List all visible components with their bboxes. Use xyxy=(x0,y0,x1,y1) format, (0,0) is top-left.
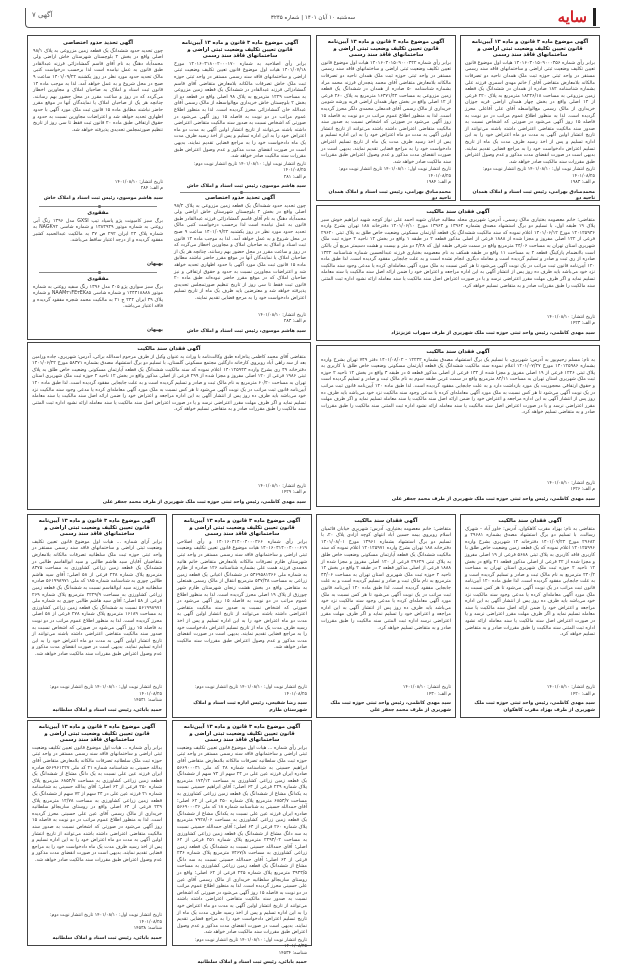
notice-reference: م الف: ۱۴۲۰ xyxy=(570,691,595,697)
notice-title: آگهی فقدان سند مالکیت xyxy=(426,349,490,355)
notice-signature: بهبهان xyxy=(147,327,163,333)
divider xyxy=(39,206,157,207)
notice-body: به نام: مسلم رحیم‌پور به آدرس: شهریری، با تسلیم یک برگ استشهاد مصدق بشماره ۱۲۲۴۲ - ۱۴۰۱/۰۸/۰۲ دفتر ۷۴۹ تهران بشرح وارده بشماره ۱۴۰۱۲۵۹۸۶ مورخ ۱۴۰۱/۰۷/۲۷ اعلام نموده سند مالکیت ششدانگ یک قطعه آپارتمان مسکونی وضعیت خاص طلق با کاربری به پلاک ثبتی ۱۲۴۶ فرعی از ۱۹ اصلی مفروز و مجزا شده از ۱۳۴ فرعی از اصلی مذکور قطعه ۵ در طبقه ۳ واقع در بخش ۱۲ ناحیه ۲ حوزه ثبت ملک شهریری استان تهران به مساحت ۸۴/۱۱ مترمربع واقع در سمت غربی طبقه سوم به نام مالک ثبت و صادر و تسلیم گردیده است و حقوق ارتفاقی محجوریت یک مورد بازداشت دارد و به علت جابجایی مفقود گردیده است. لذا طبق ماده ۱۲۰ آیین‌نامه قانون ثبت مراتب در یک نوبت آگهی می‌شود تا هر کس نسبت به ملک مورد آگهی معامله‌ای کرده یا مدعی وجود سند مالکیت نزد خود می‌باشد باید ظرف ده روز پس از انتشار آگهی به این اداره مراجعه و اعتراض خود را ضمن ارائه اصل سند مالکیت یا سند معامله تسلیم نماید و اگر ظرف مهلت مقرر اعتراضی نرسد و یا در صورت اعتراض اصل سند مالکیت یا سند معامله ارائه نشود اداره ثبت المثنی سند مالکیت را طبق مقررات صادر و به متقاضی تسلیم خواهد کرد. xyxy=(321,357,596,416)
notice-reference: م الف: ۲۸۳ xyxy=(283,319,306,325)
notice-5 xyxy=(29,37,167,205)
notice-title: مفقودی xyxy=(87,210,109,216)
notice-publish-dates: تاریخ انتشار: ۱۴۰۱/۰۸/۱۰ xyxy=(257,483,306,489)
divider xyxy=(39,272,157,273)
notice-body: برگ سبز کامیونت پژو پاسپاد تیپ GXSI مدل ۱۳۹۶ رنگ آبی روغنی به شماره موتور ۱۳۸۳۹۳۹ و شماره شاسی NAGK۹۲ به شماره پلاک ۲۴ ایران ۲۹۲ ص ۳۷ به مالکیت عبدالحمید کشیر مفقود گردیده و از درجه اعتبار ساقط می‌باشد. xyxy=(33,218,164,244)
notice-body: چون تحدید حدود ششدانگ یک قطعه زمین مزروعی به پلاک ۹۸/۲ اصلی واقع در بخش ۲ بلوچستان شهرستان خاش اراضی ولی محمدآباد دهنگ به نام آقای قاسم گمشادزائی فرزند عبدالقادر طبق قانون به عمل نیامده است لذا برحسب درخواست کتبی مالک تحدید حدود مورد نظر در روز یکشنبه ۱۴۰۱/۰۹/۲۲ ساعت ۹ صبح در محل شروع و به عمل خواهد آمد. لذا به موجب ماده ۱۴ قانون ثبت اسناد و املاک به صاحبان املاک و مجاورین اخطار می‌گردد که در روز و ساعت مقرر در محل حضور بهم رسانند. چنانچه هر یک از صاحبان املاک یا نمایندگان آنها در موقع مقرر حاضر نباشند مطابق ماده ۱۵ قانون ثبت ملک مورد آگهی با حدود اظهاری تحدید خواهد شد و اعتراضات مجاورین نسبت به حدود و حقوق ارتفاقی و نیز صاحبان املاک که در موقع مقرر حاضر نبوده‌اند طبق ماده ۲۰ قانون ثبت فقط تا سی روز از تاریخ تنظیم صورتمجلس تحدیدی پذیرفته خواهد شد و معترضین باید ظرف یک ماه از تاریخ تسلیم اعتراض دادخواست خود را به مرجع قضایی تقدیم نمایند. xyxy=(174,203,306,301)
notice-body: متقاضی آقای محمد کاظمی پناه‌زاده طبق وکالت‌نامه با وراث به عنوان وکیل از طرف مرحوم اسدالله برائی، آدرس: شهریری، جاده ورامین بعد از سه راهی آباد روبروی کارخانه دارگلین مجتمع مسکونی گلستان، با تسلیم دو برگ استشهاد مصدق بشماره ۵۸۳۷۱ مورخ ۱۴۰۱/۰۶/۲۲ دفترخانه ۴۹ ری بشرح وارده ۱۴۰۱۲۵۹۴۳ اعلام نموده که سند مالکیت ششدانگ یک قطعه آپارتمان مسکونی وضعیت خاص طلق به پلاک ثبتی ۱۹۸۶ فرعی از ۱۲۰ اصلی مفروز و مجزا شده از ۲۹۹ فرعی از اصلی مذکور واقع در بخش ۱۲ ناحیه ۲ حوزه ثبت ملک شهریری استان تهران به مساحت ۶۰/۲۰ مترمربع به نام مالک ثبت و صادر و تسلیم گردیده است و به علت جابجایی مفقود گردیده است. لذا طبق ماده ۱۲۰ آیین‌نامه قانون ثبت مراتب در یک نوبت آگهی می‌شود تا هر کس نسبت به ملک مورد آگهی معامله‌ای کرده یا مدعی وجود سند مالکیت نزد خود می‌باشد باید ظرف ده روز پس از انتشار آگهی به این اداره مراجعه و اعتراض خود را ضمن ارائه اصل سند مالکیت یا سند معامله تسلیم نماید و اگر ظرف مهلت مقرر اعتراضی نرسد و یا در صورت اعتراض اصل سند مالکیت یا سند معامله ارائه نشود اداره ثبت المثنی سند مالکیت را طبق مقررات صادر و به متقاضی تسلیم خواهد کرد. xyxy=(32,354,307,413)
notice-title: آگهی موضوع ماده ۳ قانون و ماده ۱۳ آیین‌نامه قانون تعیین تکلیف وضعیت ثبتی اراضی و ساختمانهای فاقد سند رسمی xyxy=(38,724,156,744)
notice-publish-dates: تاریخ انتشار نوبت اول: ۱۴۰۱/۰۸/۱۰ تاریخ انتشار نوبت دوم: ۱۴۰۱/۰۸/۲۵ xyxy=(338,167,451,179)
notice-signature: سید مهدی کاظمی، رئیس واحد ثبتی حوزه ثبت ملک شهریری از طرف بهزاد مقرب کاهکوان xyxy=(474,701,595,713)
notice-reference: م الف: ۱۹۸۳ xyxy=(570,180,595,186)
notice-body: برابر رأی اصلاحیه به شماره ۱۴۰۱۶۰۳۱۸۰۰۲۰۰۰۱۷۰ مورخ ۱۴۰۱/۰۷/۱۸ هیات اول موضوع قانون تعیین تکلیف وضعیت ثبتی اراضی و ساختمانهای فاقد سند رسمی مستقر در واحد ثبتی حوزه ثبت ملک خاش تصرفات مالکانه بلامعارض متقاضی آقای قاسم گمشادزائی فرزند عبدالقادر در ششدانگ یک قطعه زمین مزروعی به مساحت ۱۲۲۹ مترمربع به پلاک ۹۸ اصلی واقع در قطعه دو از بخش ۲ بلوچستان خاش خریداری مع‌الواسطه از مالک رسمی آقای عبدالله خان گمشادزائی محرز گردیده است. لذا به منظور اطلاع عموم مراتب در دو نوبت به فاصله ۱۵ روز آگهی می‌شود در صورتی که اشخاص نسبت به صدور سند مالکیت متقاضی اعتراضی داشته باشند می‌توانند از تاریخ انتشار اولین آگهی به مدت دو ماه اعتراض خود را به این اداره تسلیم و پس از اخذ رسید ظرف مدت یک ماه دادخواست خود را به مراجع قضایی تقدیم نمایند. بدیهی است در صورت انقضای مدت مذکور و عدم وصول اعتراض طبق مقررات سند مالکیت صادر خواهد شد. xyxy=(174,61,306,160)
notice-10 xyxy=(316,345,600,507)
notice-signature: سید مهدی کاظمی، رئیس واحد ثبتی حوزه ثبت ملک شهریری از طرف سهراب عزیزنژاد xyxy=(391,330,595,336)
notice-body: برابر رأی شماره ... هیات اول موضوع قانون تعیین تکلیف وضعیت ثبتی اراضی و ساختمانهای فاقد سند رسمی مستقر در واحد ثبتی حوزه ثبت ملک سلطانیه تصرفات مالکانه بلامعارض متقاضی آقای یدالله حسینی به شناسنامه شماره ۲۱ کد ملی ۵۶۶۹۶۱۲۲۷ صادره ایران فرزند عین علی نسبت به یک دانگ مشاع از ششدانگ یک قطعه زمین زراعی کشاورزی به مساحت ۶۸۵۳/۷ مترمربع پلاک شماره ۲۵۰ فرعی از ۶۴ اصلی؛ آقای یدالله حسینی به شناسنامه شماره ۲۱ فرزند عین علی در ۲۴ سهم از ۷۲ سهم از ششدانگ یک قطعه زمین زراعی کشاورزی به مساحت ۱۲/۷۸ مترمربع پلاک ۲۲۹ فرعی از ۶۴ اصلی واقع در روستای ساریجالو سلطانیه خریداری از مالک رسمی آقای عین علی حسینی محرز گردیده است. لذا به منظور اطلاع عموم مراتب در دو نوبت به فاصله ۱۵ روز آگهی می‌شود در صورتی که اشخاص نسبت به صدور سند مالکیت متقاضی اعتراضی داشته باشند می‌توانند از تاریخ انتشار اولین آگهی به مدت دو ماه اعتراض خود را به این اداره تسلیم و پس از اخذ رسید ظرف مدت یک ماه دادخواست خود را به مراجع قضایی تقدیم نمایند. بدیهی است در صورت انقضای مدت مذکور و عدم وصول اعتراض طبق مقررات سند مالکیت صادر خواهد شد. xyxy=(32,745,163,863)
notice-publish-dates: تاریخ انتشار: ۱۴۰۱/۰۸/۱۰ xyxy=(546,314,595,320)
notice-publish-dates: تاریخ انتشار نوبت اول: ۱۴۰۱/۰۸/۱۰ تاریخ انتشار نوبت دوم: ۱۴۰۱/۰۸/۲۵ xyxy=(194,685,307,697)
notice-publish-dates: تاریخ انتشار: ۱۴۰۱/۰۸/۱۰ xyxy=(114,179,163,185)
notice-2 xyxy=(316,35,456,201)
notice-signature: محمدصادق بهرامی، رئیس ثبت اسناد و املاک همدان ناحیه دو xyxy=(472,189,595,201)
notice-title: آگهی موضوع ماده ۳ قانون و ماده ۱۳ آیین‌نامه قانون تعیین تکلیف وضعیت ثبتی اراضی و ساختمانهای فاقد سند رسمی xyxy=(181,40,299,60)
notice-title: آگهی فقدان سند مالکیت xyxy=(137,346,201,352)
notice-4 xyxy=(170,192,310,338)
notice-publish-dates: تاریخ انتشار نوبت اول: ۱۴۰۱/۰۸/۱۰ تاریخ انتشار نوبت دوم: ۱۴۰۱/۰۸/۲۵ xyxy=(49,913,162,925)
notice-body: متقاضی به نام: بهزاد مقرب کاهکوان، آدرس: خاور آباد - شهرک رسالت، با تسلیم دو برگ استشهاد مصدق بشماره ۲۹۶۸۱ و ۲۹۶۸۲ مورخ ۱۴۰۱/۰۷/۲۲ دفترخانه ۱۲ شهریری بشرح وارده ۱۴۰۱۲۵۹۹۶ اعلام نموده که یک قطعه زمین وضعیت خاص طلق با کاربری فاقد کاربری به پلاک ثبتی ۵۶۸۸ فرعی از ۱۹ اصلی مفروز و مجزا شده از ۲۲ فرعی از اصلی مذکور قطعه ۲۱ واقع در بخش ۱۲ ناحیه ۲ حوزه ثبت ملک شهریری استان تهران به مساحت ۲۴۰/۲ مترمربع به نام مالک ثبت و صادر و تسلیم گردیده است و به علت جابجایی مفقود گردیده است. لذا طبق ماده ۱۲۰ آیین‌نامه قانون ثبت مراتب در یک نوبت آگهی می‌شود تا هر کس نسبت به ملک مورد آگهی معامله‌ای کرده یا مدعی وجود سند مالکیت نزد خود می‌باشد باید ظرف ده روز پس از انتشار آگهی به این اداره مراجعه و اعتراض خود را ضمن ارائه اصل سند مالکیت یا سند معامله تسلیم نماید و اگر ظرف مهلت مقرر اعتراضی نرسد و یا در صورت اعتراض اصل سند مالکیت یا سند معامله ارائه نشود اداره ثبت المثنی سند مالکیت را طبق مقررات صادر و به متقاضی تسلیم خواهد کرد. xyxy=(465,526,596,638)
notice-publish-dates: تاریخ انتشار نوبت اول: ۱۴۰۱/۰۸/۱۰ تاریخ انتشار نوبت دوم: ۱۴۰۱/۰۸/۲۵ xyxy=(49,685,162,697)
newspaper-logo: سایه xyxy=(558,8,596,26)
notice-reference: شناسه: ۱۴۵۳۱ xyxy=(133,698,162,704)
page-header xyxy=(25,8,600,28)
notice-publish-dates: تاریخ انتشار: ۱۴۰۱/۰۸/۱۰ xyxy=(257,312,306,318)
notice-title: مفقودی xyxy=(87,276,109,282)
notice-body: متقاضی: خانم معصومه بختیاری، آدرس: شهریری خیابان قائمیان اسلام روبروی بیمه حسین آباد انتهای کوچه آزادی پلاک ۲۰، با تسلیم دو برگ استشهاد بشماره ۱۳۹۶۱ مورخ ۱۴۰۱/۰۸/۰۱ دفترخانه ۱۸۸ تهران بشرح وارده ۱۴۰۱۲۵۹۷۱ اعلام نموده که سند مالکیت ششدانگ یک قطعه آپارتمان مسکونی وضعیت خاص طلق به پلاک ثبتی ۲۹۶۲۹ فرعی از ۱۲۰ اصلی مفروز و مجزا شده از ۱۸۸۸ فرعی از اصلی مذکور قطعه ۲ در طبقه ۲ واقع در بخش ۱۲ ناحیه ۲ حوزه ثبت ملک شهریری استان تهران به مساحت ۴۴/۰۶ مترمربع به نام مالک ثبت و صادر و تسلیم گردیده است و به علت جابجایی مفقود گردیده است. لذا طبق ماده ۱۲۰ آیین‌نامه قانون ثبت مراتب در یک نوبت آگهی می‌شود تا هر کس نسبت به ملک مورد آگهی معامله‌ای کرده یا مدعی وجود سند مالکیت نزد خود می‌باشد باید ظرف ده روز پس از انتشار آگهی به این اداره مراجعه و اعتراض خود را تسلیم نماید و اگر ظرف مهلت مقرر اعتراضی نرسد اداره ثبت المثنی سند مالکیت را طبق مقررات صادر و به متقاضی تسلیم خواهد کرد. xyxy=(321,526,451,631)
notice-11 xyxy=(460,514,600,718)
notice-signature: حمید بابائی، رئیس ثبت اسناد و املاک سلطانیه xyxy=(52,935,162,941)
notice-12 xyxy=(316,514,456,718)
notice-6 xyxy=(29,207,167,271)
notice-title: آگهی تحدید حدود اختصاصی xyxy=(62,40,134,46)
notice-signature: سید مهدی کاظمی، رئیس واحد ثبتی حوزه ثبت ملک شهریری از طرف محمد جعفر علی xyxy=(391,496,595,502)
notice-14 xyxy=(27,514,167,718)
notice-signature: سید هاشم موسوی، رئیس ثبت اسناد و املاک خاش xyxy=(43,195,163,201)
notice-title: آگهی فقدان سند مالکیت xyxy=(426,209,490,215)
divider xyxy=(180,192,300,193)
notice-reference: م الف: ۲۸۴ xyxy=(140,186,163,192)
notice-reference: م الف: ۱۴۲۶ xyxy=(570,487,595,493)
notice-body: متقاضی: خانم معصومه بختیاری مالک رسمی، آدرس: شهریری محله مطالبه خیابان شهید احمد علی نواز کوچه شهید ابراهیم خوش سیر پلاک ۱۹ طبقه اول، با تسلیم دو برگ استشهاد مصدق بشماره ۱۳۹۶۲ و ۱۳۹۶۳ مورخ ۱۴۰۱/۰۶/۱۰ دفترخانه ۱۸۸ تهران بشرح وارده ۱۴۰۱۲۵۹۳۶ مورخ ۱۴۰۱/۰۶/۱۲ اعلام نموده که سند مالکیت ششدانگ یک قطعه آپارتمان مسکونی وضعیت خاص طلق به پلاک ثبتی ۲۹۶۲۰ فرعی از ۱۲۲ اصلی مفروز و مجزا شده از ۱۸۸۸ فرعی از اصلی مذکور قطعه ۲ در طبقه ۱ واقع در بخش ۱۲ ناحیه ۲ حوزه ثبت ملک شهریری استان تهران به مساحت ۴۴/۰۶ مترمربع واقع در سمت شرقی طبقه اول که ۲/۲۸ دو متر و بیست و هشت دسیمتر مربع آن بالکن است باانضمام پارکینگ قطعه ۲ به مساحت ۱۱ واقع در طبقه همکف به نام معصومه بختیاری فرزند عبدالحسین شماره شناسنامه ۱۳۳۲ صادره از ری ثبت و صادر و تسلیم گردیده است و معامله دیگری انجام نشده است و به علت جابجایی مفقود گردیده است. لذا طبق ماده ۱۲۰ آیین‌نامه قانون ثبت مراتب در یک نوبت آگهی می‌شود تا هر کس نسبت به ملک مورد آگهی معامله‌ای کرده یا مدعی وجود سند مالکیت نزد خود می‌باشد باید ظرف ده روز پس از انتشار آگهی به این اداره مراجعه و اعتراض خود را ضمن ارائه اصل سند مالکیت یا سند معامله تسلیم نماید و اگر ظرف مهلت مقرر اعتراضی نرسد و یا در صورت اعتراض اصل سند مالکیت یا سند معامله ارائه نشود اداره ثبت المثنی سند مالکیت را طبق مقررات صادر و به متقاضی تسلیم خواهد کرد. xyxy=(321,217,596,289)
notice-15 xyxy=(27,720,167,946)
notice-publish-dates: تاریخ انتشار: ۱۴۰۱/۰۸/۱۰ xyxy=(546,685,595,691)
notice-body: برابر رأی شماره ۱۴۰۱۶۰۳۰۱۵۰۹۰۰۰۳۵۶ هیات اول موضوع قانون تعیین تکلیف وضعیت ثبتی اراضی و ساختمانهای فاقد سند رسمی مستقر در واحد ثبتی حوزه ثبت ملک همدان ناحیه دو تصرفات مالکانه بلامعارض متقاضی آقای / خانم مهدی اسمری فرزند علی بشماره شناسنامه ۱۸۲ صادره از همدان در ششدانگ یک قطعه زمین مزروعی به مساحت ۱۸۲۳۶/۱۸ مترمربع به پلاک ۲۲۰ فرعی از ۱۲ اصلی واقع در بخش چهار همدان اراضی قریه جوزان خریداری از مالک رسمی مع‌الواسطه آقای علی آقاعلی محرز گردیده است. لذا به منظور اطلاع عموم مراتب در دو نوبت به فاصله ۱۵ روز آگهی می‌شود در صورتی که اشخاص نسبت به صدور سند مالکیت متقاضی اعتراضی داشته باشند می‌توانند از تاریخ انتشار اولین آگهی به مدت دو ماه اعتراض خود را به این اداره تسلیم و پس از اخذ رسید ظرف مدت یک ماه از تاریخ تسلیم اعتراض دادخواست خود را به مراجع قضایی تقدیم نمایند. بدیهی است در صورت انقضای مدت مذکور و عدم وصول اعتراض طبق مقررات سند مالکیت صادر خواهد شد. xyxy=(465,60,596,165)
notice-13 xyxy=(172,514,312,718)
notice-signature: سید مهدی کاظمی، رئیس واحد ثبتی حوزه ثبت ملک شهریری از طرف محمد جعفر علی xyxy=(330,701,451,713)
notice-publish-dates: تاریخ انتشار نوبت اول: ۱۴۰۱/۰۸/۱۰ تاریخ انتشار نوبت دوم: ۱۴۰۱/۰۸/۲۵ xyxy=(482,167,595,179)
notice-title: آگهی موضوع ماده ۳ قانون و ماده ۱۳ آیین‌نامه قانون تعیین تکلیف وضعیت ثبتی اراضی و ساختمانهای فاقد سند رسمی xyxy=(183,724,301,744)
notice-reference: م الف: ۱۴۲۹ xyxy=(281,490,306,496)
notice-signature: بهبهان xyxy=(147,261,163,267)
notice-title: آگهی تحدید حدود اختصاصی xyxy=(204,195,276,201)
notice-reference: م الف: ۱۴۳۰ xyxy=(426,691,451,697)
issue-date-number: سه‌شنبه ۱۰ آبان ۱۴۰۱ | شماره ۳۲۴۵ xyxy=(270,15,356,21)
section-label: آگهی ۷ xyxy=(32,11,53,19)
notice-publish-dates: تاریخ انتشار: ۱۴۰۱/۰۸/۱۰ xyxy=(402,685,451,691)
notice-reference: م الف: ۱۴۲۳ xyxy=(570,321,595,327)
notice-title: آگهی موضوع ماده ۳ قانون و ماده ۱۳ آیین‌نامه قانون تعیین تکلیف وضعیت ثبتی اراضی و ساختمانهای فاقد سند رسمی xyxy=(471,39,589,59)
notice-publish-dates: تاریخ انتشار: ۱۴۰۱/۰۸/۱۰ xyxy=(546,480,595,486)
notice-body: برابر رأی شماره ۱۴۰۱۶۰۳۱۴۰۰۴۰۰۰۳۶۶ و رأی اصلاحی ۱۴۰۱۶۰۳۱۴۰۰۴۰۰۰۶۱۹ هیات موضوع قانون تعیین تکلیف وضعیت ثبتی اراضی و ساختمانهای فاقد سند رسمی مستقر در واحد ثبتی شهرستان طارم تصرفات مالکانه بلامعارض متقاضی خانم هانیه محمدی فرزند همت علی بشماره شناسنامه ۱۲۶ صادره از طارم به شماره ملی ۵۳۶۹۵۸۱۳۶۶ در ششدانگ اعیانی یک قطعه زمین زراعی به مساحت ۵۴۷/۳۸ مترمربع انتقال از مالک رسمی همتعلی به متقاضی واقع در بخش هشت زنجان شهرستان طارم شهر چورزق از پلاک ۱۹ اصلی محرز گردیده است. لذا به منظور اطلاع عموم مراتب در دو نوبت به فاصله ۱۵ روز آگهی می‌شود در صورتی که اشخاص نسبت به صدور سند مالکیت متقاضی اعتراضی داشته باشند می‌توانند از تاریخ انتشار اولین آگهی به مدت دو ماه اعتراض خود را به این اداره تسلیم و پس از اخذ رسید ظرف مدت یک ماه از تاریخ تسلیم اعتراض دادخواست خود را به مراجع قضایی تقدیم نمایند. بدیهی است در صورت انقضای مدت مذکور و عدم وصول اعتراض طبق مقررات سند مالکیت صادر خواهد شد. xyxy=(177,539,308,651)
notice-title: آگهی فقدان سند مالکیت xyxy=(354,518,418,524)
notice-title: آگهی موضوع ماده ۳ قانون و ماده ۱۳ آیین‌نامه قانون تعیین تکلیف وضعیت ثبتی اراضی و ساختمانهای فاقد سند رسمی xyxy=(327,39,445,59)
notice-reference: م الف: ۱۹۸۴ xyxy=(426,180,451,186)
notice-reference: شناسه: ۱۴۵۳۴ xyxy=(278,950,307,956)
notice-publish-dates: تاریخ انتشار نوبت اول: ۱۴۰۱/۰۸/۱۰ تاریخ انتشار نوبت دوم: ۱۴۰۱/۰۸/۲۵ xyxy=(194,938,307,950)
notice-1 xyxy=(460,35,600,201)
notice-reference: شناسه: ۱۴۵۳۸ xyxy=(133,926,162,932)
notice-title: آگهی فقدان سند مالکیت xyxy=(498,518,562,524)
notice-16 xyxy=(172,720,312,966)
notice-signature: سید رضا شفیعی، رئیس اداره ثبت اسناد و املاک شهرستان طارم xyxy=(193,701,307,713)
notice-7 xyxy=(29,273,167,337)
notice-body: برگ سبز سواری پژو ۴۰۵ مدل ۱۳۹۶ رنگ سفید روغنی به شماره موتور ۱۲۴۳۱۸۸۸۸ و شماره شاسی NAAM۳۱FE۳EK۸۵ و شماره پلاک ۳۹ ایران ۲۴۴ ج ۲۱ به مالکیت محمد شجره مفقود گردیده و فاقد اعتبار می‌باشد. xyxy=(33,284,164,310)
notice-body: برابر رأی شماره ... هیات اول موضوع قانون تعیین تکلیف وضعیت ثبتی اراضی و ساختمانهای فاقد سند رسمی مستقر در واحد ثبتی حوزه ثبت ملک سلطانیه تصرفات مالکانه بلامعارض متقاضی آقای ابراهیم حسینی به شناسنامه شماره ۲۸ کد ملی ۵۶۶۹۰۰۰۳۱ صادره ایران فرزند عین علی در ۲۴ سهم از ۷۲ سهم از ششدانگ یک قطعه زمین زراعی کشاورزی به مساحت ۱۷۴/۱۴ مترمربع پلاک شماره ۲۲۹ فرعی از ۶۴ اصلی؛ آقای ابراهیم حسینی نسبت به یکدانگ مشاع از ششدانگ یک قطعه زمین زراعی کشاورزی به مساحت ۶۸۵۳/۷ مترمربع پلاک شماره ۲۵۰ فرعی از ۶۴ اصلی؛ آقای حمدالله حسینی به شناسنامه شماره ۱۸ کد ملی ۵۶۶۹۰۰۰۳۶ صادره ایران فرزند عین علی نسبت به یکدانگ مشاع از ششدانگ یک قطعه زمین زراعی کشاورزی به مساحت ۷۹۲۸/۰۶ مترمربع پلاک شماره ۲۶۰ فرعی از ۶۴ اصلی؛ آقای حمدالله حسینی نسبت به سه دانگ مشاع از ششدانگ یک قطعه زمین زراعی کشاورزی به مساحت ۲۴۹۳/۰۲ مترمربع پلاک شماره ۲۵۱ فرعی از ۶۴ اصلی؛ آقای حمدالله حسینی نسبت به ششدانگ یک قطعه زمین زراعی کشاورزی به مساحت ۷۴۶۷/۸ مترمربع پلاک شماره ۲۳۶ فرعی از ۶۴ اصلی؛ آقای حمدالله حسینی نسبت به سه دانگ مشاع از ششدانگ یک قطعه زمین زراعی کشاورزی به مساحت ۳۹۴۳/۵ مترمربع پلاک شماره ۲۴۵ فرعی از ۶۴ اصلی؛ واقع در روستای ساریجالو سلطانیه خریداری از مالک رسمی آقای عین علی حسینی محرز گردیده است. لذا به منظور اطلاع عموم مراتب در دو نوبت به فاصله ۱۵ روز آگهی می‌شود در صورتی که اشخاص نسبت به صدور سند مالکیت متقاضی اعتراضی داشته باشند می‌توانند از تاریخ انتشار اولین آگهی به مدت دو ماه اعتراض خود را به این اداره تسلیم و پس از اخذ رسید ظرف مدت یک ماه از تاریخ تسلیم اعتراض دادخواست خود را به مراجع قضایی تقدیم نمایند. بدیهی است در صورت انقضای مدت مذکور و عدم وصول اعتراض طبق مقررات سند مالکیت صادر خواهد شد. xyxy=(176,745,308,936)
notice-9 xyxy=(27,342,311,510)
notice-8 xyxy=(316,205,600,341)
notice-title: آگهی موضوع ماده ۳ قانون و ماده ۱۳ آیین‌نامه قانون تعیین تکلیف وضعیت ثبتی اراضی و ساختمانهای فاقد سند رسمی xyxy=(183,518,301,538)
notice-signature: حمید بابائی، رئیس ثبت اسناد و املاک سلطانیه xyxy=(197,960,307,966)
notice-signature: سید هاشم موسوی، رئیس ثبت اسناد و املاک خاش xyxy=(186,328,306,334)
notice-body: برابر رأی شماره ۱۴۰۱۶۰۳۰۱۵۰۹۰۰۰۳۴۲ هیات اول موضوع قانون تعیین تکلیف وضعیت ثبتی اراضی و ساختمانهای فاقد سند رسمی مستقر در واحد ثبتی حوزه ثبت ملک همدان ناحیه دو تصرفات مالکانه بلامعارض متقاضی آقای محمد پنجه‌ران فرزند محمد مراد بشماره شناسنامه ۵۰ صادره از همدان در ششدانگ یک قطعه زمین مزروعی به مساحت ۱۶۳۷۱/۴۲ مترمربع به پلاک ۲۶۰ فرعی از ۱۲ اصلی واقع در بخش چهار همدان اراضی قریه ورشه شوبین خریداری از مالک رسمی آقای قدمعلی محمدی دلگر محرز گردیده است. لذا به منظور اطلاع عموم مراتب در دو نوبت به فاصله ۱۵ روز آگهی می‌شود در صورتی که اشخاص نسبت به صدور سند مالکیت متقاضی اعتراضی داشته باشند می‌توانند از تاریخ انتشار اولین آگهی به مدت دو ماه اعتراض خود را به این اداره تسلیم و پس از اخذ رسید ظرف مدت یک ماه از تاریخ تسلیم اعتراض دادخواست خود را به مراجع قضایی تقدیم نمایند. بدیهی است در صورت انقضای مدت مذکور و عدم وصول اعتراض طبق مقررات سند مالکیت صادر خواهد شد. xyxy=(321,60,452,165)
notice-reference: م الف: ۲۸۱ xyxy=(283,174,306,180)
notice-signature: سید هاشم موسوی، رئیس ثبت اسناد و املاک خاش xyxy=(186,183,306,189)
notice-publish-dates: تاریخ انتشار نوبت اول: ۱۴۰۱/۰۸/۱۰ تاریخ انتشار نوبت دوم: ۱۴۰۱/۰۸/۲۵ xyxy=(193,161,306,174)
notice-3 xyxy=(170,37,310,192)
notice-body: برابر آرای شماره ... هیات اول موضوع قانون تعیین تکلیف وضعیت ثبتی اراضی و ساختمانهای فاقد سند رسمی مستقر در واحد ثبتی حوزه ثبت ملک سلطانیه تصرفات مالکانه بلامعارض متقاضیان آقایان سید هاشم طالبی و سید ابوالقاسم طالبی در ششدانگ یک قطعه زمین زراعی کشاورزی به مساحت ۸۳۷۵ مترمربع پلاک شماره ۲۴۸ فرعی از ۵۸ اصلی؛ آقای سید هاشم طالبی چوری به شناسنامه شماره ۱۸۵ کد ملی ۵۶۱۹۹۸۹۷۱ صادره سلطانیه فرزند سید ابوالقاسم نسبت به ششدانگ یک قطعه زمین زراعی کشاورزی به مساحت ۲۲۲۹/۹ مترمربع پلاک شماره ۲۶۹ فرعی از ۵۸ اصلی؛ آقای سید هاشم طالبی چوری به شماره ملی ۵۶۱۹۹۸۹۷۱ نسبت به ششدانگ یک قطعه زمین زراعی کشاورزی به مساحت ۱۶۱۸۹ مترمربع پلاک شماره ۲۷۸ فرعی از ۵۸ اصلی محرز گردیده است. لذا به منظور اطلاع عموم مراتب در دو نوبت به فاصله ۱۵ روز آگهی می‌شود در صورتی که اشخاص نسبت به صدور سند مالکیت متقاضی اعتراضی داشته باشند می‌توانند از تاریخ انتشار اولین آگهی به مدت دو ماه اعتراض خود را به این اداره تسلیم نمایند. بدیهی است در صورت انقضای مدت مذکور و عدم وصول اعتراض طبق مقررات سند مالکیت صادر خواهد شد. xyxy=(32,539,163,657)
notice-signature: سید مهدی کاظمی، رئیس واحد ثبتی حوزه ثبت ملک شهریری از طرف محمد جعفر علی xyxy=(102,499,306,505)
notice-title: آگهی موضوع ماده ۳ قانون و ماده ۱۳ آیین‌نامه قانون تعیین تکلیف وضعیت ثبتی اراضی و ساختمانهای فاقد سند رسمی xyxy=(38,518,156,538)
notice-body: چون تحدید حدود ششدانگ یک قطعه زمین مزروعی به پلاک ۹۸/۱ اصلی واقع در بخش ۲ بلوچستان شهرستان خاش اراضی ولی محمدآباد دهنگ به نام آقای قاسم گمشادزائی فرزند عبدالقادر طبق قانون به عمل نیامده است لذا برحسب درخواست کتبی مالک تحدید حدود مورد نظر در روز یکشنبه ۱۴۰۱/۰۹/۲۲ ساعت ۹ صبح در محل شروع و به عمل خواهد آمد. لذا به موجب ماده ۱۴ قانون ثبت اسناد و املاک به صاحبان املاک و مجاورین اخطار می‌گردد که در روز و ساعت مقرر در محل حضور بهم رسانند. چنانچه هر یک از صاحبان املاک یا نمایندگان آنها در موقع مقرر حاضر نباشند مطابق ماده ۱۵ قانون ثبت ملک مورد آگهی با حدود اظهاری تحدید خواهد شد و اعتراضات مجاورین نسبت به حدود و حقوق ارتفاقی طبق ماده ۲۰ قانون ثبت فقط تا سی روز از تاریخ تنظیم صورتمجلس تحدیدی پذیرفته خواهد شد. xyxy=(33,48,163,133)
notice-signature: حمید بابائی، رئیس ثبت اسناد و املاک سلطانیه xyxy=(52,707,162,713)
notice-signature: محمدصادق بهرامی، رئیس ثبت اسناد و املاک همدان ناحیه دو xyxy=(328,189,451,201)
